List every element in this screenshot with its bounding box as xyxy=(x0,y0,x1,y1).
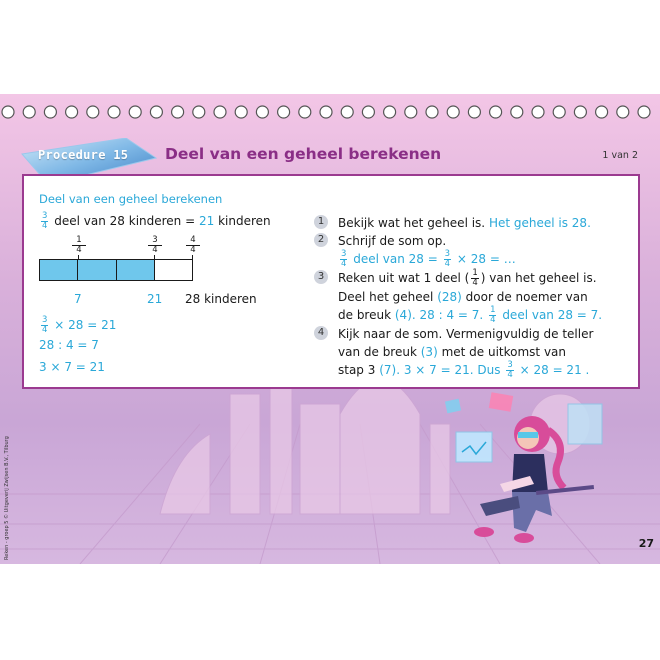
binding-ring xyxy=(405,106,417,118)
binding-ring xyxy=(574,106,586,118)
binding-ring xyxy=(490,106,502,118)
bar-segment-filled xyxy=(78,260,116,280)
binding-ring xyxy=(447,106,459,118)
step-number: 1 xyxy=(314,215,328,229)
page-indicator: 1 van 2 xyxy=(602,150,638,161)
binding-ring xyxy=(23,106,35,118)
bar-segment-filled xyxy=(40,260,78,280)
binding-ring xyxy=(66,106,78,118)
binding-ring xyxy=(87,106,99,118)
calculation-line: 3 × 7 = 21 xyxy=(39,360,105,374)
step-number: 2 xyxy=(314,233,328,247)
step-4: 4 Kijk naar de som. Vermenigvuldig de teller van de breuk (3) met de uitkomst van stap 3 (7). 3 × 7 = 21. Dus $\frac{3}{4}$ × 28 = 21 . xyxy=(314,325,614,380)
binding-ring xyxy=(193,106,205,118)
bar-fraction-label: 3 4 xyxy=(148,236,162,255)
page-number: 27 xyxy=(638,537,654,550)
step-number: 4 xyxy=(314,326,328,340)
binding-ring xyxy=(235,106,247,118)
problem-statement: $\frac{3}{4}$ deel van 28 kinderen = 21 kinderen xyxy=(42,211,271,231)
steps-list xyxy=(314,214,614,380)
binding-ring xyxy=(596,106,608,118)
binding-ring xyxy=(129,106,141,118)
binding-ring xyxy=(44,106,56,118)
binding-ring xyxy=(2,106,14,118)
binding-ring xyxy=(468,106,480,118)
calculation-line: 28 : 4 = 7 xyxy=(39,338,99,352)
step-3: 3 Reken uit wat 1 deel ( $\frac{1}{4}$ ) van het geheel is. Deel het geheel (28) door de noemer van de breuk (4). 28 : 4 = 7. $\frac{1}{4}$ deel van 28 = 7. xyxy=(314,269,614,325)
bar-fraction-label: 4 4 xyxy=(186,236,200,255)
fraction-bar xyxy=(39,259,193,281)
step-1: 1 Bekijk wat het geheel is. Het geheel is 28. xyxy=(314,214,614,232)
binding-ring xyxy=(553,106,565,118)
procedure-label: Procedure 15 xyxy=(38,148,129,162)
fraction: $\frac{3}{4}$ xyxy=(42,211,48,231)
binding-ring xyxy=(108,106,120,118)
binding-ring xyxy=(341,106,353,118)
copyright-text: Reken - groep 5 © Uitgeverij Zwijsen B.V., Tilburg xyxy=(4,436,10,560)
binding-ring xyxy=(172,106,184,118)
step-number: 3 xyxy=(314,270,328,284)
binding-ring xyxy=(511,106,523,118)
binding-ring xyxy=(638,106,650,118)
binding-ring xyxy=(278,106,290,118)
page-title: Deel van een geheel berekenen xyxy=(165,145,442,163)
bar-segment-filled xyxy=(117,260,155,280)
binding-ring xyxy=(299,106,311,118)
binding-ring xyxy=(256,106,268,118)
binding-ring xyxy=(426,106,438,118)
bar-segment-empty xyxy=(155,260,192,280)
binding-ring xyxy=(384,106,396,118)
left-section-title: Deel van een geheel berekenen xyxy=(39,192,223,206)
calculation-line: $\frac{3}{4}$ × 28 = 21 xyxy=(42,315,117,335)
binding-ring xyxy=(214,106,226,118)
bar-total-label: 28 kinderen xyxy=(185,292,257,306)
bar-fraction-label: 1 4 xyxy=(72,236,86,255)
binding-ring xyxy=(320,106,332,118)
binding-ring xyxy=(150,106,162,118)
binding-ring xyxy=(362,106,374,118)
spiral-binding xyxy=(0,104,660,120)
girl-character-illustration xyxy=(440,392,620,552)
step-2: 2 Schrijf de som op. $\frac{3}{4}$ deel van 28 = $\frac{3}{4}$ × 28 = … xyxy=(314,232,614,269)
binding-ring xyxy=(532,106,544,118)
content-card xyxy=(22,174,640,389)
binding-ring xyxy=(617,106,629,118)
bar-value-label: 21 xyxy=(147,292,163,306)
bar-value-label: 7 xyxy=(74,292,82,306)
